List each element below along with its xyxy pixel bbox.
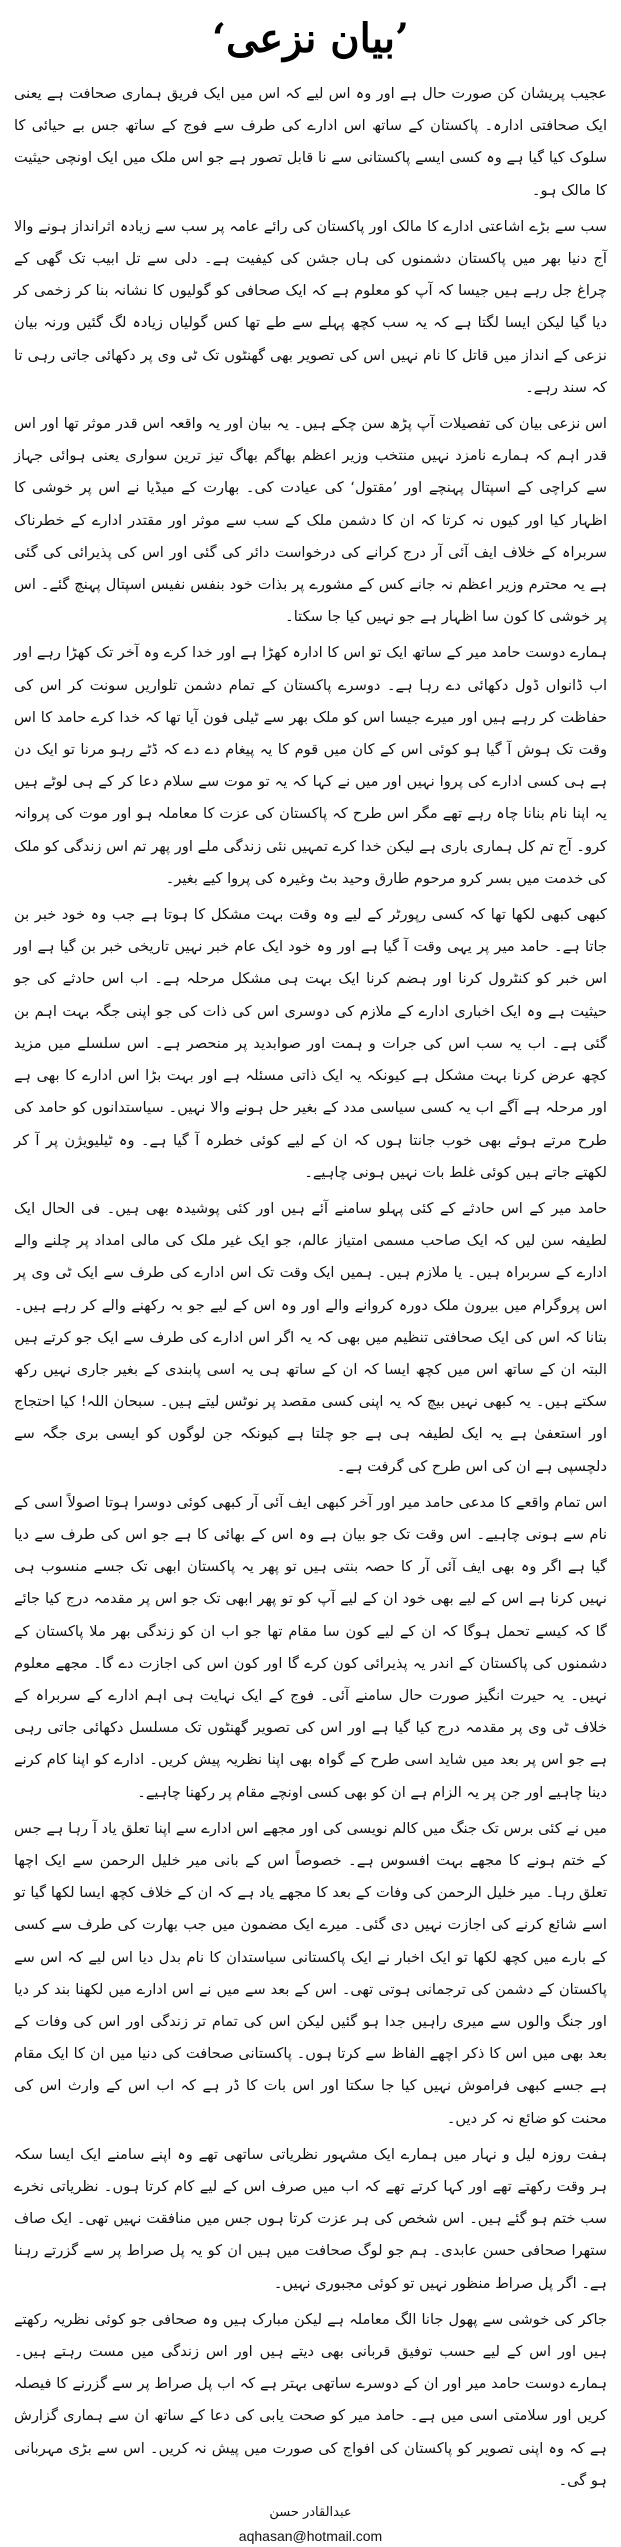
paragraph-7: اس تمام واقعے کا مدعی حامد میر اور آخر کبھی ایف آئی آر کبھی کوئی دوسرا ہوتا اصولاً اسی کے نام سے ہونی چاہیے۔ اس وقت تک جو بیان ہے وہ اس کے بھائی کا ہے جو اس کی طرف سے دیا گیا ہے اگر وہ بھی ایف آئی آر کا حصہ بنتی ہیں تو پھر یہ پاکستان ابھی تک جسے منسوب ہی نہیں کرنا ہے اس کے لیے بھی خود ان کے لیے آپ کو تو پھر ابھی تک جو اس پر مقدمہ درج کیا جائے گا کہ کیسے تحمل ہوگا کہ ان کے لیے کون سا مقام تھا جو اب ان کو زندگی بھر ملا پاکستان کے دشمنوں کی پاکستان کے اندر یہ پذیرائی کون کرے گا اور کون اس کی اجازت دے گا۔ مجھے معلوم نہیں۔ یہ حیرت انگیز صورت حال سامنے آئی۔ فوج کے ایک نہایت ہی اہم ادارے کے سربراہ کے خلاف ٹی وی پر مقدمہ درج کیا گیا ہے اور اس کی تصویر گھنٹوں تک مسلسل دکھائی جاتی رہی ہے جو اس پر بعد میں شاید اسی طرح کے گواہ بھی اپنا نظریہ پیش کریں۔ ادارے کو اپنا کام کرنے دینا چاہیے اور جن پر یہ الزام ہے ان کو بھی کسی اونچے مقام پر رکھنا چاہیے۔ [14,1493,607,1801]
paragraph-3: اس نزعی بیان کی تفصیلات آپ پڑھ سن چکے ہیں۔ یہ بیان اور یہ واقعہ اس قدر موثر تھا اور اس قدر اہم کہ ہمارے نامزد نہیں منتخب وزیر اعظم بھاگم بھاگ تیز ترین سواری یعنی ہوائی جہاز سے کراچی کے اسپتال پہنچے اور ’مقتول‘ کی عیادت کی۔ بھارت کے میڈیا نے اس پر خوشی کا اظہار کیا اور کیوں نہ کرتا کہ ان کا دشمن ملک کے سب سے موثر اور مقتدر ادارے کے خطرناک سربراہ کے خلاف ایف آئی آر درج کرانے کی درخواست دائر کی گئی اور اس کی پذیرائی کی گئی ہے یہ محترم وزیر اعظم نہ جانے کس کے مشورے پر بذات خود بنفس نفیس اسپتال پہنچ گئے۔ اس پر خوشی کا کون سا اظہار ہے جو نہیں کیا جا سکتا۔ [14,415,607,626]
paragraph-1: عجیب پریشان کن صورت حال ہے اور وہ اس لیے کہ اس میں ایک فریق ہماری صحافت ہے یعنی ایک صحافتی ادارہ۔ پاکستان کے ساتھ اس ادارے کی طرف سے فوج کے ساتھ جس بے حیائی کا سلوک کیا گیا ہے وہ کسی ایسے پاکستانی سے نا قابل تصور ہے جو اس ملک میں ایک اونچی حیثیت کا مالک ہو۔ [14,85,607,199]
paragraph-10: جاکر کی خوشی سے پھول جانا الگ معاملہ ہے لیکن مبارک ہیں وہ صحافی جو کوئی نظریہ رکھتے ہیں اور اس کے لیے حسب توفیق قربانی بھی دیتے ہیں اور اس زندگی میں مست رہتے ہیں۔ ہمارے دوست حامد میر اور ان کے دوسرے ساتھی بہتر ہے کہ اب پل صراط پر سے گزرنے کا فیصلہ کریں اور سلامتی اسی میں ہے۔ حامد میر کو صحت یابی کی دعا کے ساتھ ان سے ہماری گزارش ہے کہ وہ اپنی تصویر کو پاکستان کی افواج کی صورت میں پیش نہ کریں۔ اس سے بڑی مہربانی ہو گی۔ [14,2310,607,2489]
paragraph-9: ہفت روزہ لیل و نہار میں ہمارے ایک مشہور نظریاتی ساتھی تھے وہ اپنے سامنے ایک ایسا سکہ ہر وقت رکھتے تھے اور کہا کرتے تھے کہ اب میں صرف اس کے لیے کام کرتا ہوں۔ نظریاتی نخرے سب ختم ہو گئے ہیں۔ اس شخص کی ہر عزت کرتا ہوں جس میں منافقت نہیں تھی۔ ایک صاف ستھرا صحافی حسن عابدی۔ ہم جو لوگ صحافت میں ہیں ان کو یہ پل صراط پر سے گزرتے رہنا ہے۔ اگر پل صراط منظور نہیں تو کوئی مجبوری نہیں۔ [14,2145,607,2292]
paragraph-4: ہمارے دوست حامد میر کے ساتھ ایک تو اس کا ادارہ کھڑا ہے اور خدا کرے وہ آخر تک کھڑا رہے اور اب ڈانواں ڈول دکھائی دے رہا ہے۔ دوسرے پاکستان کے تمام دشمن تلواریں سونت کر اس کی حفاظت کر رہے ہیں اور میرے جیسا اس کو ملک بھر سے ٹیلی فون آیا تھا کہ خدا کرے حامد کا اس وقت تک ہوش آ گیا ہو کوئی اس کے کان میں قوم کا یہ پیغام دے دے کہ ڈٹے رہو مرنا تو ایک دن ہے ہی کسی ادارے کی پروا نہیں اور میں نے کہا کہ یہ تو موت سے سلام دعا کر کے ہی لوٹے ہیں یہ اپنا نام بنانا چاہ رہے تھے مگر اس طرح کہ پاکستان کی عزت کا معاملہ ہو اور موت کی پروانہ کرو۔ آج تم کل ہماری باری ہے لیکن خدا کرے تمہیں نئی زندگی ملے اور پھر تم اس زندگی کو ملک کی خدمت میں بسر کرو مرحوم طارق وحید بٹ وغیرہ کی پروا کیے بغیر۔ [14,644,607,887]
author-email[interactable]: aqhasan@hotmail.com [238,2528,383,2545]
author-name: عبدالقادر حسن [269,2505,352,2521]
paragraph-2: سب سے بڑے اشاعتی ادارے کا مالک اور پاکستان کی رائے عامہ پر سب سے زیادہ اثرانداز ہونے والا آج دنیا بھر میں پاکستان دشمنوں کی ہاں جشن کی کیفیت ہے۔ دلی سے تل ابیب تک گھی کے چراغ جل رہے ہیں جیسا کہ آپ کو معلوم ہے کہ ایک صحافی کو گولیوں کا نشانہ بنا کر زخمی کر دیا گیا لیکن ایسا لگتا ہے کہ یہ سب کچھ پہلے سے طے تھا کس گولیاں زیادہ لگ گئیں ورنہ بیان نزعی کے انداز میں قاتل کا نام نہیں اس کی تصویر بھی گھنٹوں تک ٹی وی پر دکھائی جاتی رہی تا کہ سند رہے۔ [14,217,607,396]
article-body [14,78,607,2497]
article-title: ’بیان نزعی‘ [212,15,409,62]
paragraph-5: کبھی کبھی لکھا تھا کہ کسی رپورٹر کے لیے وہ وقت بہت مشکل کا ہوتا ہے جب وہ خود خبر بن جاتا ہے۔ حامد میر پر یہی وقت آ گیا ہے اور وہ خود ایک عام خبر نہیں تاریخی خبر بن گیا ہے اور اس خبر کو کنٹرول کرنا اور ہضم کرنا ایک بہت ہی مشکل مرحلہ ہے۔ اب اس حادثے کی جو حیثیت ہے وہ ایک اخباری ادارے کے ملازم کی دوسری اس کی ذات کی جو اپنی جگہ بہت اہم بن گئی ہے۔ اب یہ سب اس کی جرات و ہمت اور صوابدید پر منحصر ہے۔ اس سلسلے میں مزید کچھ عرض کرنا بہت مشکل ہے کیونکہ یہ ایک ذاتی مسئلہ ہے اور بہت بڑا اس ادارے کا بھی ہے اور مرحلہ ہے آگے اب یہ کسی سیاسی مدد کے بغیر حل ہونے والا نہیں۔ سیاستدانوں کو حامد کی طرح مرتے ہوئے بھی خوب جانتا ہوں کہ ان کے لیے کوئی خطرہ آ گیا ہے۔ وہ ٹیلیویژن پر آ کر لکھتے جاتے ہیں کوئی غلط بات نہیں ہونی چاہیے۔ [14,906,607,1181]
paragraph-6: حامد میر کے اس حادثے کے کئی پہلو سامنے آئے ہیں اور کئی پوشیدہ بھی ہیں۔ فی الحال ایک لطیفہ سن لیں کہ ایک صاحب مسمی امتیاز عالم، جو ایک غیر ملک کی مالی امداد پر چلنے والے ادارے کے سربراہ ہیں۔ یا ملازم ہیں۔ ہمیں ایک وقت تک اس ادارے کی طرف سے ایک ٹی وی پر اس پروگرام میں بیرون ملک دورہ کروانے والے اور وہ اس کے لیے جو بہ رکھنے والے کر رہے ہیں۔ بتانا کہ اس کی ایک صحافتی تنظیم میں بھی کہ یہ اگر اس ادارے کی طرف سے ایک جو کرتے ہیں البتہ ان کے ساتھ اس میں کچھ ایسا کہ ان کے ساتھ ہی یہ اسی پابندی کے بغیر جاری نہیں رکھ سکتے ہیں۔ یہ کبھی نہیں بیچ کہ یہ اپنی کسی مقصد پر نوٹس لیتے ہیں۔ سبحان اللہ! کیا احتجاج اور استعفیٰ ہے یہ ایک لطیفہ ہی ہے جو چلتا ہے کیونکہ جن لوگوں کو ایسی بری جگہ سے دلچسپی ہے ان کی اس طرح کی گرفت ہے۔ [14,1199,607,1475]
title-area [14,0,607,78]
paragraph-8: میں نے کئی برس تک جنگ میں کالم نویسی کی اور مجھے اس ادارے سے اپنا تعلق یاد آ رہا ہے جس کے ختم ہونے کا مجھے بہت افسوس ہے۔ خصوصاً اس کے بانی میر خلیل الرحمن سے ایک اچھا تعلق رہا۔ میر خلیل الرحمن کی وفات کے بعد کا مجھے یاد ہے کہ ان کے خلاف کچھ ایسا لکھا گیا تو اسے شائع کرنے کی اجازت نہیں دی گئی۔ میرے ایک مضمون میں جب بھارت کی طرف سے کسی کے بارے میں کچھ لکھا تو ایک اخبار نے ایک پاکستانی سیاستدان کا نام بدل دیا اس لیے کہ اس سے پاکستان کے دشمن کی ترجمانی ہوتی تھی۔ اس کے بعد سے میں نے اس ادارے میں لکھنا بند کر دیا اور جنگ والوں سے میری راہیں جدا ہو گئیں لیکن اس کی تمام تر زندگی اور اس کی وفات کے بعد بھی میں اس کا ذکر اچھے الفاظ سے کرتا ہوں۔ پاکستانی صحافت کی دنیا میں ان کا ایک مقام ہے جسے کبھی فراموش نہیں کیا جا سکتا اور اس بات کا ڈر ہے کہ اب اس کے وارث اس کی محنت کو ضائع نہ کر دیں۔ [14,1819,607,2127]
